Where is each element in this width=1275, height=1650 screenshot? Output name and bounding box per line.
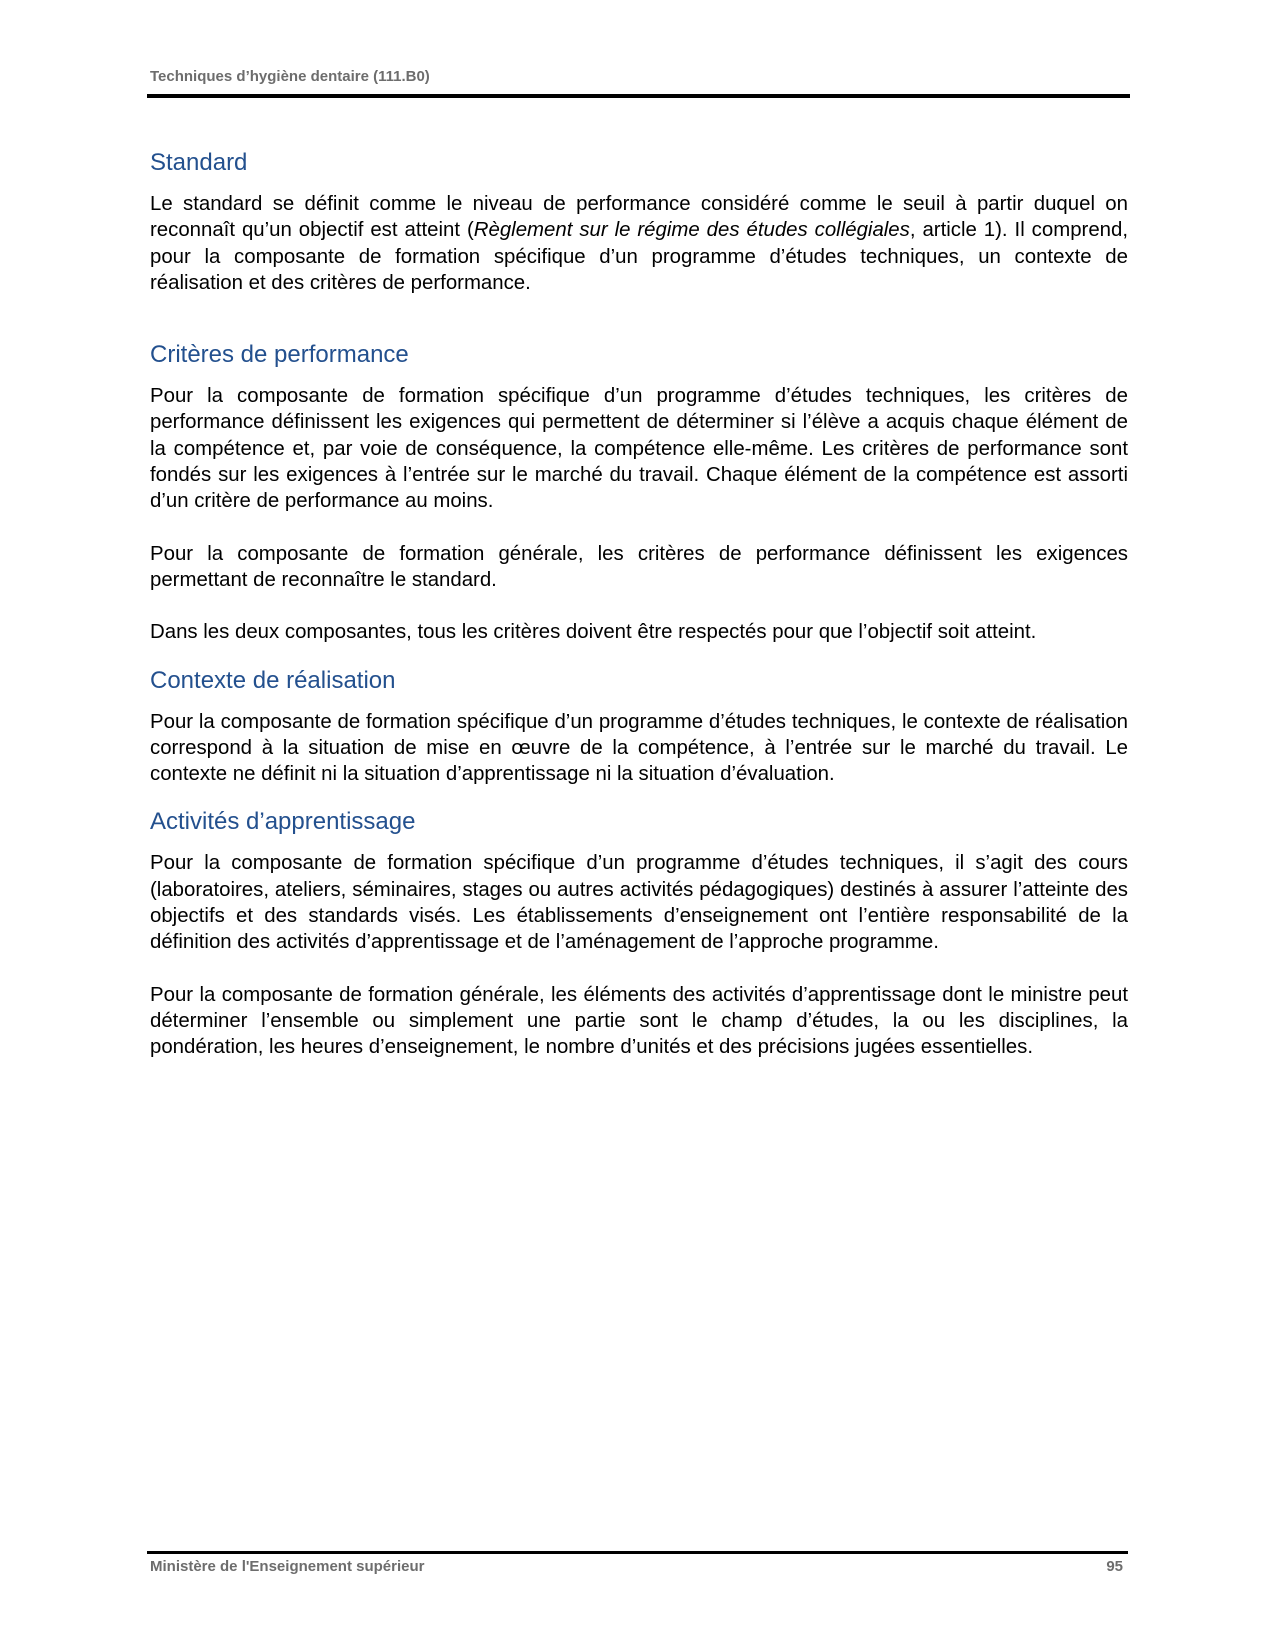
footer-ministry: Ministère de l'Enseignement supérieur [150, 1558, 425, 1575]
paragraph: Pour la composante de formation générale, les critères de performance définissent les exigences permettant de reconnaître le standard. [150, 542, 1128, 591]
paragraph: Pour la composante de formation spécifique d’un programme d’études techniques, il s’agit des cours (laboratoires, ateliers, séminaires, stages ou autres activités pédagogiques) destinés à assurer l’atteinte des objectifs et des standards visés. Les établissements d’enseignement ont l’entière responsabilité de la définition des activités d’apprentissage et de l’aménagement de l’approche programme. [150, 852, 1128, 954]
paragraph-text: Le standard se définit comme le niveau de performance considéré comme le seuil à partir duquel on reconnaît qu’un objectif est atteint ( [150, 193, 1128, 242]
section-criteres [150, 338, 1128, 645]
paragraph: Pour la composante de formation spécifique d’un programme d’études techniques, le contexte de réalisation correspond à la situation de mise en œuvre de la compétence, à l’entrée sur le marché du travail. Le contexte ne définit ni la situation d’apprentissage ni la situation d’évaluation. [150, 710, 1128, 786]
paragraph-text: , article 1). Il comprend, pour la composante de formation spécifique d’un programme d’études techniques, un contexte de réalisation et des critères de performance. [150, 219, 1129, 294]
section-heading: Activités d’apprentissage [150, 808, 416, 836]
section-activites [150, 805, 1128, 1060]
footer-rule [147, 1551, 1128, 1554]
regulation-title: Règlement sur le régime des études collégiales [473, 219, 910, 242]
page-content [150, 146, 1128, 1061]
section-standard [150, 146, 1128, 296]
paragraph: Pour la composante de formation générale, les éléments des activités d’apprentissage dont le ministre peut déterminer l’ensemble ou simplement une partie sont le champ d’études, la ou les disciplines, la pondération, les heures d’enseignement, le nombre d’unités et des précisions jugées essentielles. [150, 983, 1128, 1059]
page-number: 95 [1106, 1558, 1123, 1575]
paragraph: Dans les deux composantes, tous les critères doivent être respectés pour que l’objectif soit atteint. [150, 621, 1037, 644]
section-heading: Contexte de réalisation [150, 666, 396, 694]
header-rule [147, 94, 1130, 98]
section-contexte [150, 664, 1128, 788]
paragraph: Pour la composante de formation spécifique d’un programme d’études techniques, les critères de performance définissent les exigences qui permettent de déterminer si l’élève a acquis chaque élément de la compétence et, par voie de conséquence, la compétence elle-même. Les critères de performance sont fondés sur les exigences à l’entrée sur le marché du travail. Chaque élément de la compétence est assorti d’un critère de performance au moins. [150, 385, 1128, 513]
running-header: Techniques d’hygiène dentaire (111.B0) [150, 68, 430, 85]
paragraph [150, 191, 1128, 296]
section-heading: Standard [150, 149, 248, 176]
section-heading: Critères de performance [150, 341, 409, 369]
